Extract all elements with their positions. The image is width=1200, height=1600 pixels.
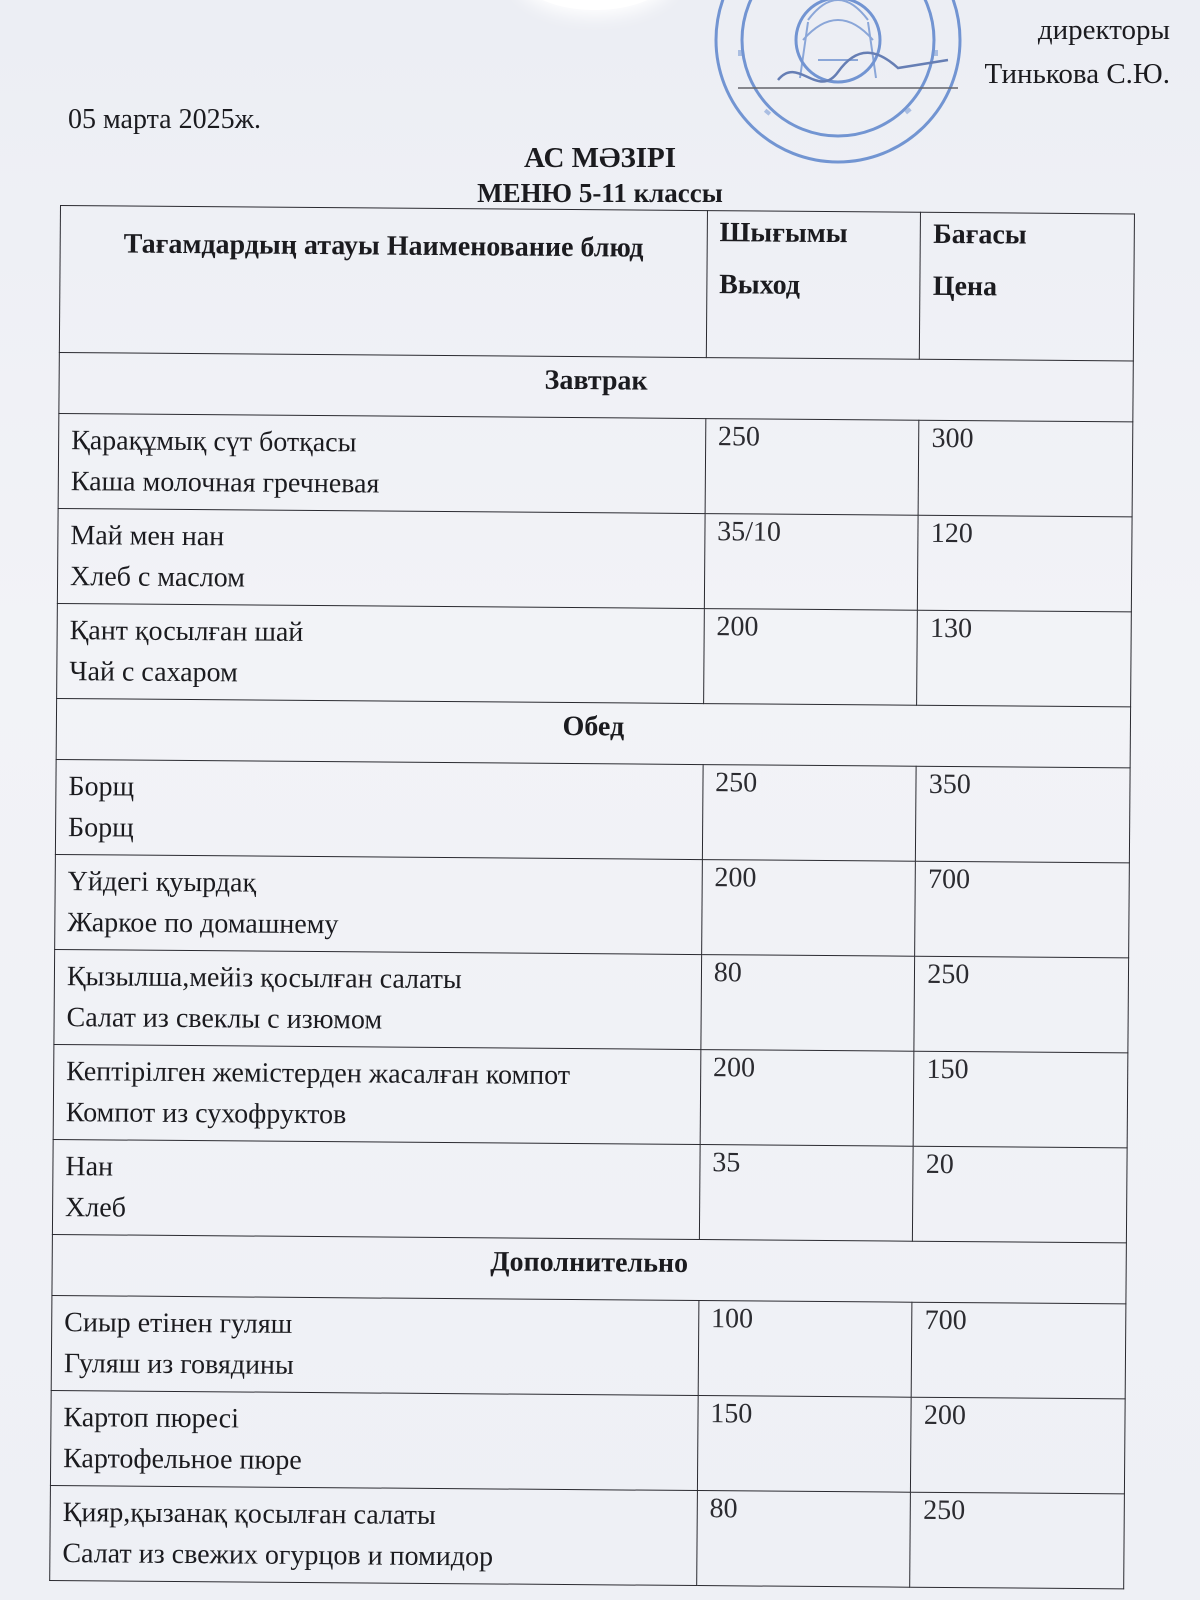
dish-row	[54, 949, 1129, 1052]
dish-name-cell	[55, 759, 702, 859]
section-row	[56, 698, 1130, 767]
dish-yield: 200	[701, 860, 915, 957]
dish-name-kz: Қарақұмық сүт ботқасы	[71, 425, 357, 459]
dish-row	[55, 759, 1130, 862]
dish-name-ru: Хлеб	[65, 1192, 127, 1224]
dish-row	[57, 603, 1132, 706]
dish-name-cell	[55, 854, 702, 954]
dish-price: 20	[913, 1146, 1127, 1243]
dish-name-kz: Сиыр етінен гуляш	[64, 1307, 293, 1340]
glare	[520, 0, 670, 10]
dish-name-ru: Салат из свеклы с изюмом	[66, 1002, 383, 1036]
dish-price: 700	[915, 861, 1129, 958]
dish-name-kz: Қызылша,мейіз қосылған салаты	[66, 961, 462, 996]
dish-name-kz: Кептірілген жемістерден жасалған компот	[66, 1056, 571, 1092]
dish-row	[50, 1390, 1125, 1493]
dish-row	[50, 1485, 1125, 1588]
dish-yield: 250	[705, 419, 919, 516]
dish-yield: 250	[702, 765, 916, 862]
col-yield-kz: Шығымы	[719, 217, 848, 250]
dish-name-kz: Картоп пюресі	[63, 1402, 240, 1435]
dish-name-cell	[57, 603, 704, 703]
col-price-header	[920, 212, 1135, 361]
dish-yield: 200	[700, 1050, 914, 1147]
dish-name-ru: Жаркое по домашнему	[67, 907, 339, 941]
section-title: Обед	[56, 698, 1130, 767]
dish-row	[52, 1139, 1127, 1242]
dish-name-kz: Үйдегі қуырдақ	[67, 866, 257, 899]
dish-name-ru: Хлеб с маслом	[69, 561, 246, 594]
dish-price: 200	[911, 1397, 1125, 1494]
dish-price: 130	[917, 610, 1131, 707]
dish-price: 150	[914, 1051, 1128, 1148]
col-price-kz: Бағасы	[933, 218, 1027, 251]
header-row	[59, 206, 1134, 361]
dish-name-kz: Қант қосылған шай	[69, 615, 304, 648]
dish-name-kz: Қияр,қызанақ қосылған салаты	[62, 1497, 436, 1531]
col-name-ru: Наименование блюд	[386, 230, 644, 264]
dish-price: 350	[916, 766, 1130, 863]
dish-price: 250	[914, 956, 1128, 1053]
col-name-header	[59, 206, 707, 358]
dish-name-kz: Борщ	[68, 771, 135, 803]
dish-name-cell	[52, 1139, 699, 1239]
section-row	[52, 1234, 1126, 1303]
dish-row	[51, 1295, 1126, 1398]
approval-role: директоры	[1037, 14, 1170, 46]
dish-name-cell	[58, 413, 705, 513]
section-title: Дополнительно	[52, 1234, 1126, 1303]
dish-price: 300	[918, 420, 1132, 517]
dish-name-ru: Салат из свежих огурцов и помидор	[62, 1538, 494, 1573]
section-title: Завтрак	[59, 352, 1133, 421]
dish-name-cell	[51, 1295, 698, 1395]
dish-yield: 35	[699, 1145, 913, 1242]
dish-name-cell	[50, 1485, 697, 1585]
dish-name-ru: Гуляш из говядины	[63, 1348, 294, 1381]
dish-row	[57, 508, 1132, 611]
dish-yield: 35/10	[704, 514, 918, 611]
dish-row	[58, 413, 1133, 516]
dish-name-ru: Борщ	[67, 812, 134, 844]
dish-price: 700	[912, 1302, 1126, 1399]
dish-row	[55, 854, 1130, 957]
menu-date: 05 марта 2025ж.	[68, 104, 261, 135]
dish-name-kz: Нан	[65, 1151, 114, 1183]
dish-yield: 150	[697, 1396, 911, 1493]
title-ru: МЕНЮ 5-11 классы	[477, 178, 723, 208]
dish-row	[53, 1044, 1128, 1147]
dish-name-ru: Каша молочная гречневая	[70, 466, 380, 500]
col-name-kz: Тағамдардың атауы	[123, 228, 380, 262]
dish-name-ru: Компот из сухофруктов	[65, 1097, 347, 1131]
approval-block	[985, 8, 1170, 96]
dish-yield: 200	[703, 609, 917, 706]
dish-price: 120	[918, 515, 1132, 612]
col-yield-header	[706, 211, 921, 360]
dish-name-kz: Май мен нан	[70, 520, 225, 553]
dish-yield: 80	[696, 1491, 910, 1588]
dish-name-cell	[54, 949, 701, 1049]
menu-table	[49, 205, 1135, 1589]
col-price-ru: Цена	[932, 270, 998, 303]
dish-name-ru: Картофельное пюре	[63, 1443, 302, 1476]
dish-yield: 80	[701, 955, 915, 1052]
section-row	[59, 352, 1133, 421]
title-kz: АС МӘЗІРІ	[523, 142, 677, 174]
dish-name-cell	[50, 1390, 697, 1490]
dish-name-cell	[53, 1044, 700, 1144]
dish-name-cell	[57, 508, 704, 608]
dish-name-ru: Чай с сахаром	[69, 656, 238, 689]
col-yield-ru: Выход	[719, 269, 801, 301]
dish-price: 250	[910, 1492, 1124, 1589]
dish-yield: 100	[698, 1301, 912, 1398]
approval-name: Тинькова С.Ю.	[984, 58, 1170, 90]
